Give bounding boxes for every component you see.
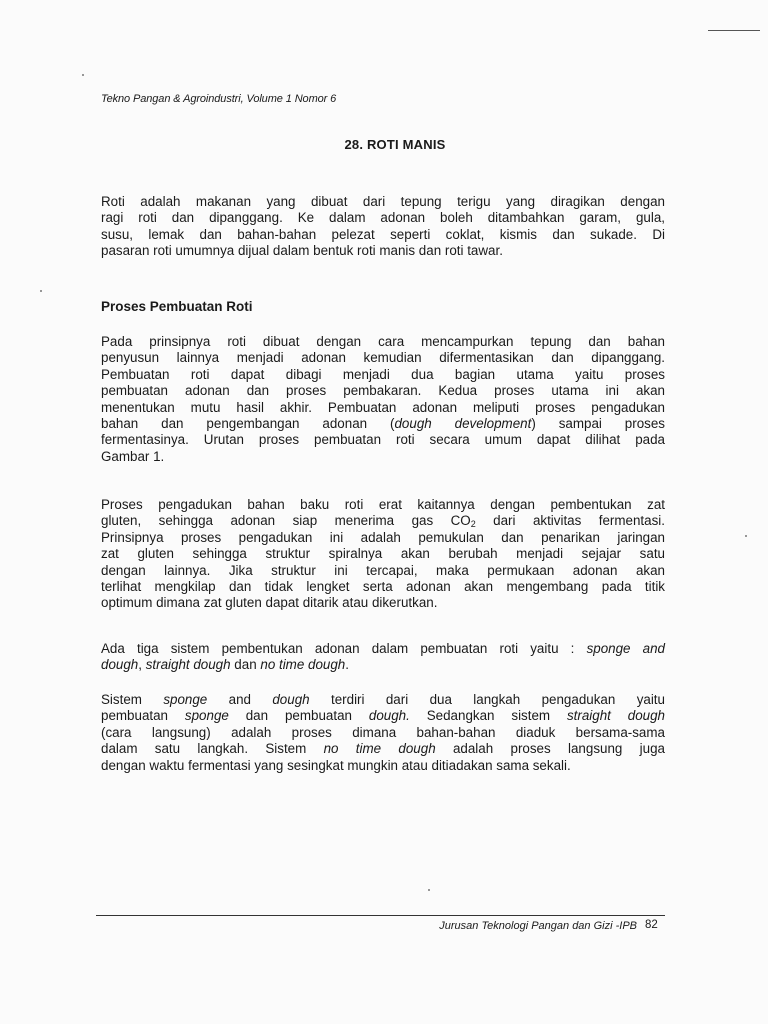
emphasis-text: no time dough [323,741,436,757]
text-line [101,692,665,708]
text-run: Ada tiga sistem pembentukan adonan dalam pembuatan roti yaitu : [101,641,587,656]
text-line [101,657,665,673]
paragraph-intro [101,194,665,260]
text-line: optimum dimana zat gluten dapat ditarik atau dikerutkan. [101,595,438,611]
text-line: (cara langsung) adalah proses dimana bahan-bahan diaduk bersama-sama [101,724,665,740]
page-number: 82 [645,919,658,931]
journal-header: Tekno Pangan & Agroindustri, Volume 1 Nomor 6 [101,93,337,105]
emphasis-text: straight dough [566,708,666,724]
emphasis-text: no time dough [260,657,346,673]
emphasis-text: sponge [184,708,229,724]
scan-speck [40,290,42,292]
text-line: zat gluten sehingga struktur spiralnya akan berubah menjadi sejajar satu [101,546,665,562]
text-run: dari aktivitas fermentasi. [475,513,665,529]
text-run: dan [230,657,261,673]
paragraph-sponge [101,692,665,774]
text-run: and [207,692,273,707]
text-run: pembuatan [101,708,185,724]
emphasis-text: straight dough [145,657,231,673]
text-run: . [345,657,349,673]
text-line: dengan waktu fermentasi yang sesingkat mungkin atau ditiadakan sama sekali. [101,757,571,773]
text-run: bahan dan pengembangan adonan ( [101,416,395,432]
text-run: terdiri dari dua langkah pengadukan yaitu [309,692,665,707]
text-line [101,641,665,657]
text-line: Gambar 1. [101,448,165,464]
text-line [101,741,665,757]
text-line [101,416,665,432]
footer-institution: Jurusan Teknologi Pangan dan Gizi -IPB [439,920,637,932]
emphasis-text: dough [272,692,310,707]
text-line: Proses pengadukan bahan baku roti erat kaitannya dengan pembentukan zat [101,497,665,512]
text-run: adalah proses langsung juga [435,741,665,757]
text-line: Pada prinsipnya roti dibuat dengan cara mencampurkan tepung dan bahan [101,334,665,349]
section-heading: Proses Pembuatan Roti [101,299,253,314]
text-line: Prinsipnya proses pengadukan ini adalah pemukulan dan penarikan jaringan [101,529,665,545]
article-title: 28. ROTI MANIS [344,137,446,152]
emphasis-text: dough. [368,708,410,724]
text-line: terlihat mengkilap dan tidak lengket serta adonan akan mengembang pada titik [101,579,665,595]
text-run: gluten, sehingga adonan siap menerima gas CO [101,513,471,529]
text-line: ragi roti dan dipanggang. Ke dalam adonan boleh ditambahkan garam, gula, [101,210,665,226]
emphasis-text: dough development [394,416,532,432]
text-run: dan pembuatan [228,708,369,724]
paragraph-mixing [101,497,665,612]
paragraph-systems [101,641,665,674]
text-line: dengan lainnya. Jika struktur ini tercapai, maka permukaan adonan akan [101,562,665,578]
text-run: Sistem [101,692,164,707]
text-line [101,708,665,724]
text-line: pasaran roti umumnya dijual dalam bentuk roti manis dan roti tawar. [101,243,503,259]
text-run: dalam satu langkah. Sistem [101,741,324,757]
subscript: 2 [470,519,476,530]
text-run: ) sampai proses [531,416,665,432]
scan-corner-line [708,30,760,31]
scan-speck [745,535,747,537]
text-line: fermentasinya. Urutan proses pembuatan roti secara umum dapat dilihat pada [101,432,665,448]
footer-divider [96,915,665,916]
emphasis-text: sponge and [586,641,665,656]
paragraph-process [101,334,665,465]
scan-speck [428,889,430,891]
text-run: Sedangkan sistem [409,708,567,724]
scan-speck [82,74,84,76]
text-line: menentukan mutu hasil akhir. Pembuatan adonan meliputi proses pengadukan [101,399,665,415]
text-line: pembuatan adonan dan proses pembakaran. Kedua proses utama ini akan [101,383,665,399]
text-line: Pembuatan roti dapat dibagi menjadi dua bagian utama yaitu proses [101,366,665,382]
text-line: Roti adalah makanan yang dibuat dari tepung terigu yang diragikan dengan [101,194,665,209]
text-run: , [138,657,146,673]
emphasis-text: dough [101,657,139,673]
emphasis-text: sponge [163,692,208,707]
text-line: susu, lemak dan bahan-bahan pelezat seperti coklat, kismis dan sukade. Di [101,226,665,242]
text-line: penyusun lainnya menjadi adonan kemudian difermentasikan dan dipanggang. [101,350,665,366]
text-line [101,513,665,529]
